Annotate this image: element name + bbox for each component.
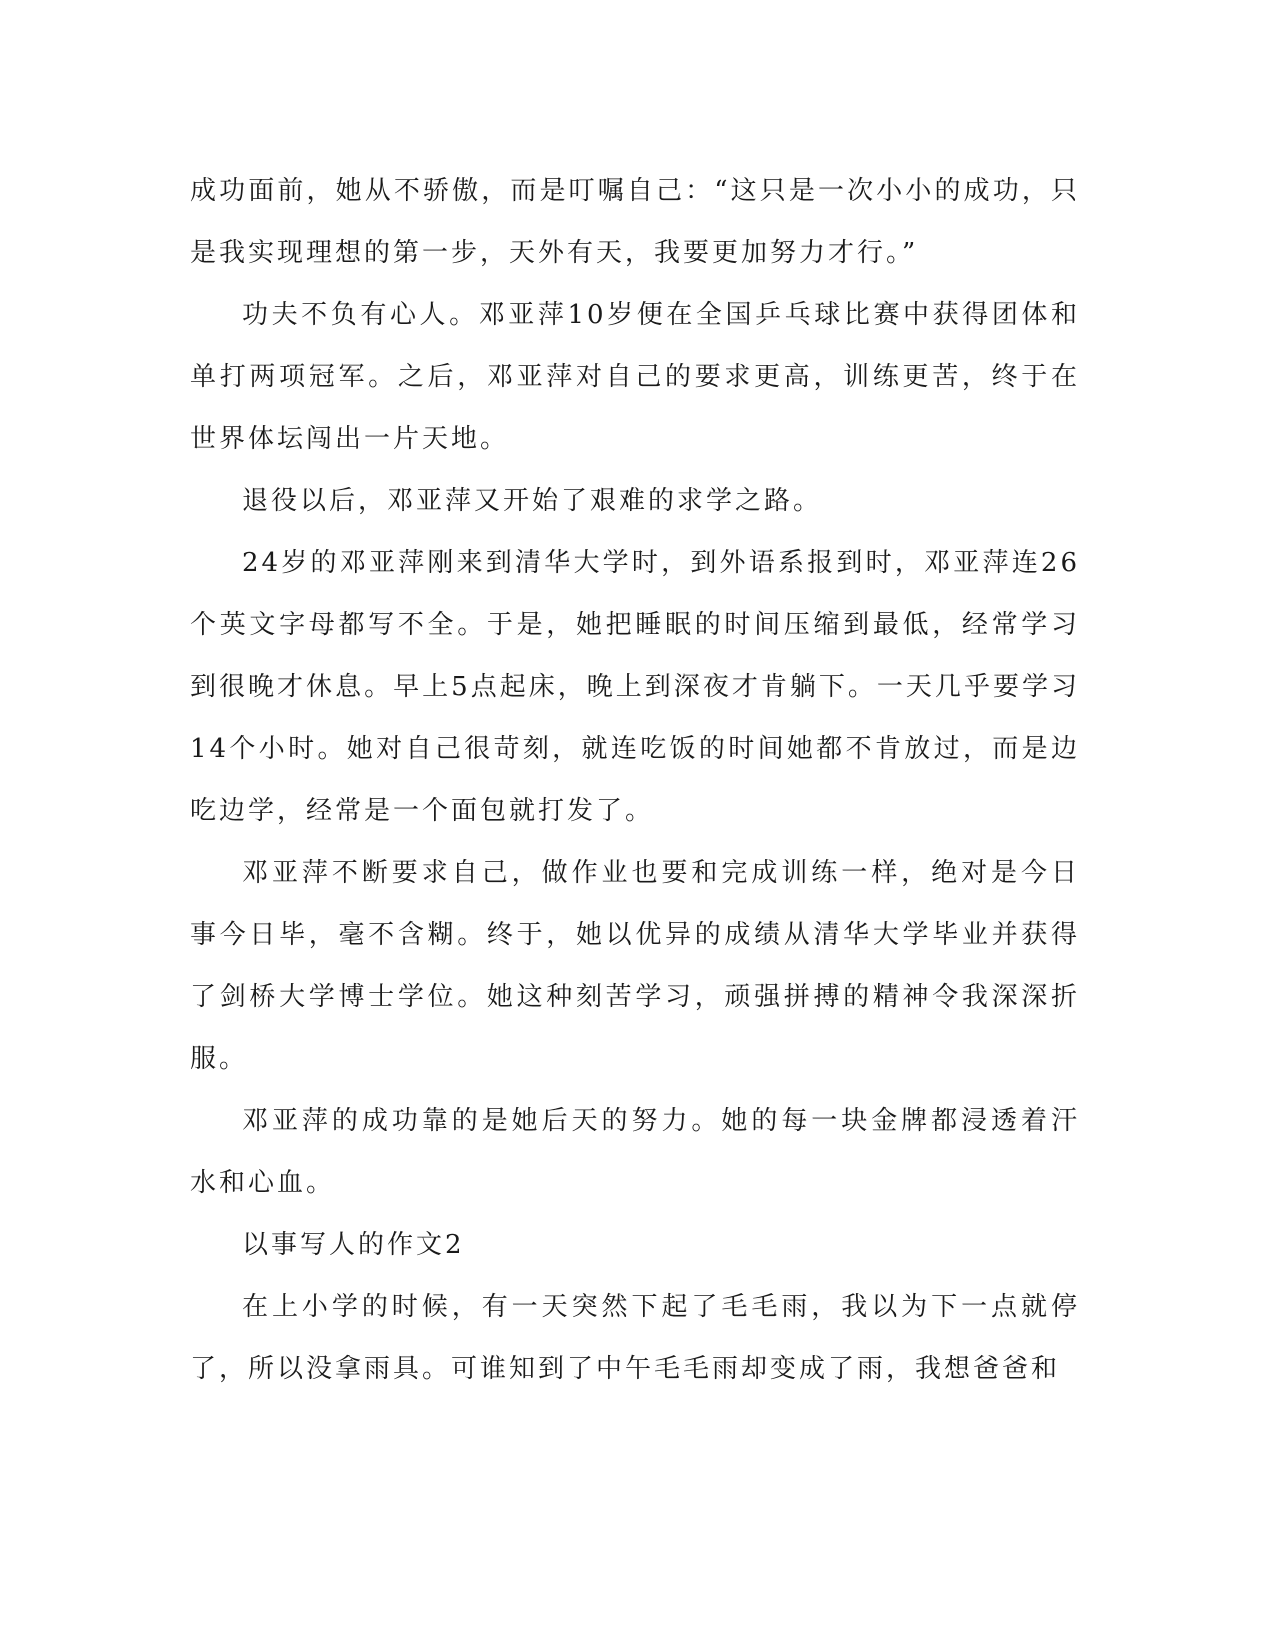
paragraph-5: 邓亚萍不断要求自己，做作业也要和完成训练一样，绝对是今日事今日毕，毫不含糊。终于，她以优异的成绩从清华大学毕业并获得了剑桥大学博士学位。她这种刻苦学习，顽强拼搏的精神令我深深折服。 bbox=[190, 858, 1080, 1074]
paragraph-7: 在上小学的时候，有一天突然下起了毛毛雨，我以为下一点就停了，所以没拿雨具。可谁知到了中午毛毛雨却变成了雨，我想爸爸和 bbox=[190, 1292, 1080, 1384]
paragraph-1: 成功面前，她从不骄傲，而是叮嘱自己：“这只是一次小小的成功，只是我实现理想的第一步，天外有天，我要更加努力才行。” bbox=[190, 176, 1080, 268]
section-heading: 以事写人的作文2 bbox=[242, 1230, 465, 1260]
paragraph-4: 24岁的邓亚萍刚来到清华大学时，到外语系报到时，邓亚萍连26个英文字母都写不全。于是，她把睡眠的时间压缩到最低，经常学习到很晚才休息。早上5点起床，晚上到深夜才肯躺下。一天几乎要学习14个小时。她对自己很苛刻，就连吃饭的时间她都不肯放过，而是边吃边学，经常是一个面包就打发了。 bbox=[190, 548, 1080, 826]
paragraph-3: 退役以后，邓亚萍又开始了艰难的求学之路。 bbox=[242, 486, 823, 516]
paragraph-2: 功夫不负有心人。邓亚萍10岁便在全国乒乓球比赛中获得团体和单打两项冠军。之后，邓亚萍对自己的要求更高，训练更苦，终于在世界体坛闯出一片天地。 bbox=[190, 300, 1080, 454]
document-body bbox=[190, 160, 1080, 1400]
paragraph-6: 邓亚萍的成功靠的是她后天的努力。她的每一块金牌都浸透着汗水和心血。 bbox=[190, 1106, 1080, 1198]
